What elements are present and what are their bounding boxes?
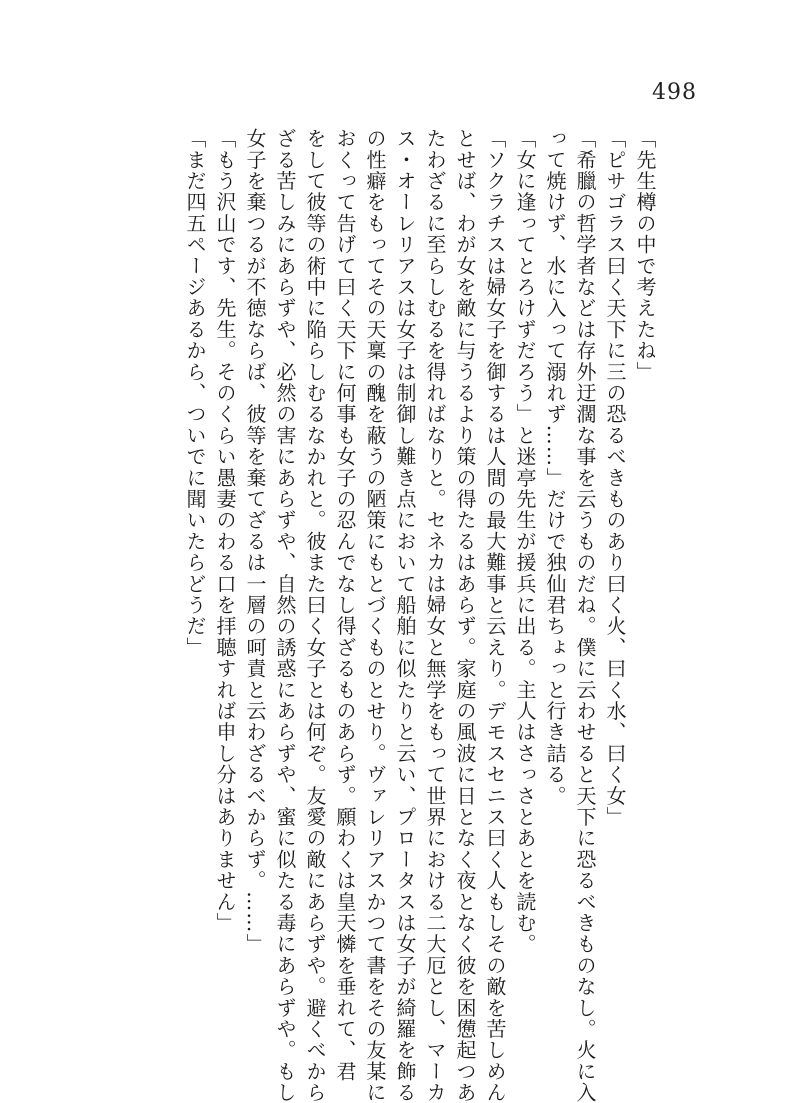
text-line: 「ピサゴラス曰く天下に三の恐るべきものあり曰く火、曰く水、曰く女」 [603,128,627,828]
text-line: 女子を棄つるが不徳ならば、彼等を棄てざるは一層の呵責と云わざるべからず。……」 [243,128,267,955]
text-line: 「ソクラチスは婦女子を御するは人間の最大難事と云えり。デモスセニス曰く人もしその敵を苦しめん [483,128,507,1103]
text-line: たわざるに至らしむるを得ればなりと。セネカは婦女と無学をもって世界における二大厄とし、マーカ [423,128,447,1103]
page-number: 498 [652,80,697,105]
text-line: って焼けず、水に入って溺れず……」だけで独仙君ちょっと行き詰る。 [543,128,567,807]
text-line: 「先生樽の中で考えたね」 [633,128,657,383]
text-line: 「女に逢ってとろけずだろう」と迷亭先生が援兵に出る。主人はさっさとあとを読む。 [513,128,537,955]
text-line: とせば、わが女を敵に与うるより策の得たるはあらず。家庭の風波に日となく夜となく彼を困憊起つあ [453,128,477,1103]
text-line: をして彼等の術中に陥らしむるなかれと。彼また曰く女子とは何ぞ。友愛の敵にあらずや。避くべから [303,128,327,1103]
text-line: の性癖をもってその天稟の醜を蔽うの陋策にもとづくものとせり。ヴァレリアスかつて書をその友某に [363,128,387,1103]
text-line: 「希臘の哲学者などは存外迂濶な事を云うものだね。僕に云わせると天下に恐るべきものなし。火に入 [573,128,597,1103]
text-line: ス・オーレリアスは女子は制御し難き点において船舶に似たりと云い、プロータスは女子が綺羅を飾る [393,128,417,1103]
text-line: 「まだ四五ページあるから、ついでに聞いたらどうだ」 [183,128,207,658]
text-line: 「もう沢山です、先生。そのくらい愚妻のわる口を拝聴すれば申し分はありません」 [213,128,237,934]
text-line: おくって告げて曰く天下に何事も女子の忍んでなし得ざるものあらず。願わくは皇天憐を垂れて、君 [333,128,357,1082]
text-line: ざる苦しみにあらずや、必然の害にあらずや、自然の誘惑にあらずや、蜜に似たる毒にあらずや。もし [273,128,297,1103]
vertical-text-block [100,128,660,1103]
